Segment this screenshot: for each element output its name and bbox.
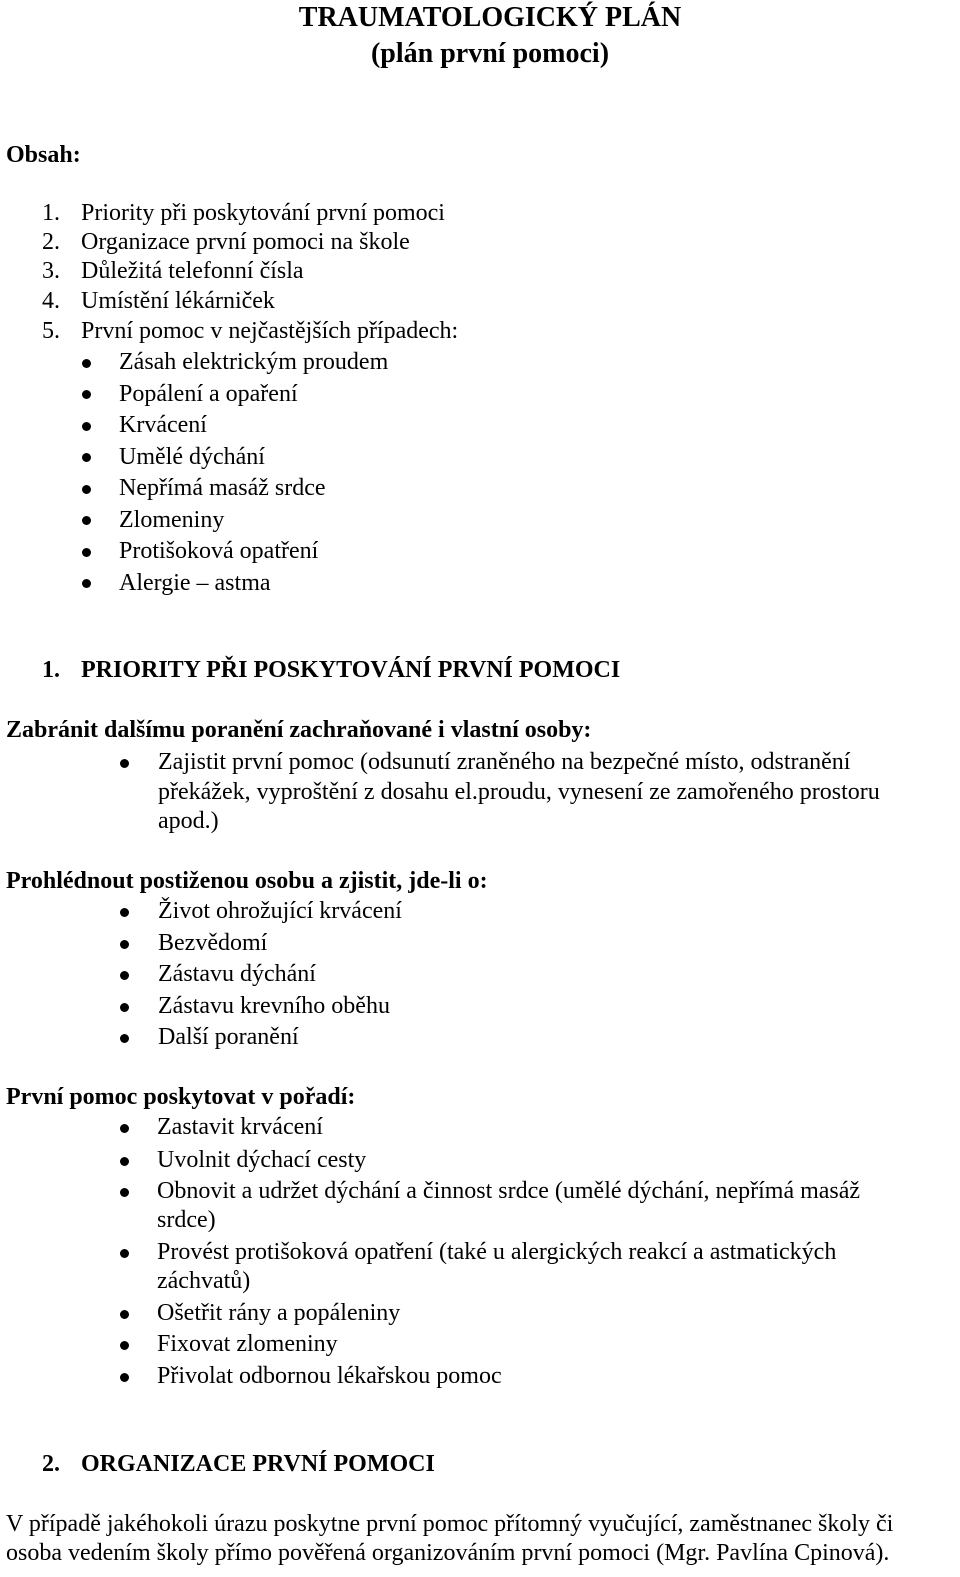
list-item: Přivolat odbornou lékařskou pomoc xyxy=(157,1363,502,1389)
list-item: Další poranění xyxy=(158,1024,299,1050)
list-item-line: Zajistit první pomoc (odsunutí zraněného na bezpečné místo, odstranění xyxy=(158,749,851,775)
list-item: Zástavu krevního oběhu xyxy=(158,993,390,1019)
toc-item-number: 5. xyxy=(42,318,60,344)
list-item: Zástavu dýchání xyxy=(158,961,316,987)
toc-item: Priority při poskytování první pomoci xyxy=(81,200,445,226)
list-item: Provést protišoková opatření (také u alergických reakcí a astmatických xyxy=(157,1239,837,1265)
toc-subitem: Alergie – astma xyxy=(119,570,271,596)
list-item: Zastavit krvácení xyxy=(157,1114,323,1140)
list-item: Obnovit a udržet dýchání a činnost srdce (umělé dýchání, nepřímá masáž xyxy=(157,1178,861,1204)
subsection-heading: První pomoc poskytovat v pořadí: xyxy=(6,1084,356,1110)
bullet-icon xyxy=(82,548,91,557)
bullet-icon xyxy=(82,422,91,431)
toc-item: První pomoc v nejčastějších případech: xyxy=(81,318,459,344)
toc-item: Organizace první pomoci na škole xyxy=(81,229,410,255)
bullet-icon xyxy=(120,759,129,768)
toc-item-number: 2. xyxy=(42,229,60,255)
toc-subitem: Zlomeniny xyxy=(119,507,225,533)
bullet-icon xyxy=(120,1373,129,1382)
bullet-icon xyxy=(120,1157,129,1166)
toc-heading: Obsah: xyxy=(6,142,81,168)
bullet-icon xyxy=(120,908,129,917)
list-item: Uvolnit dýchací cesty xyxy=(157,1147,367,1173)
subsection-heading: Zabránit dalšímu poranění zachraňované i vlastní osoby: xyxy=(6,717,592,743)
bullet-icon xyxy=(120,1003,129,1012)
bullet-icon xyxy=(120,1310,129,1319)
document-title: TRAUMATOLOGICKÝ PLÁN xyxy=(298,2,682,33)
list-item: Život ohrožující krvácení xyxy=(158,898,402,924)
list-item: Fixovat zlomeniny xyxy=(157,1331,338,1357)
toc-item-number: 3. xyxy=(42,258,60,284)
section-number: 2. xyxy=(42,1451,60,1477)
list-item-line: překážek, vyproštění z dosahu el.proudu, vynesení ze zamořeného prostoru xyxy=(158,779,880,805)
list-item: Bezvědomí xyxy=(158,930,268,956)
toc-subitem: Zásah elektrickým proudem xyxy=(119,349,389,375)
bullet-icon xyxy=(120,1188,129,1197)
bullet-icon xyxy=(120,1249,129,1258)
toc-item: Důležitá telefonní čísla xyxy=(81,258,304,284)
toc-subitem: Krvácení xyxy=(119,412,207,438)
bullet-icon xyxy=(120,971,129,980)
document-subtitle: (plán první pomoci) xyxy=(370,38,610,69)
bullet-icon xyxy=(120,1034,129,1043)
bullet-icon xyxy=(82,516,91,525)
list-item: Ošetřit rány a popáleniny xyxy=(157,1300,401,1326)
list-item-line: apod.) xyxy=(158,808,219,834)
toc-item-number: 1. xyxy=(42,200,60,226)
toc-subitem: Nepřímá masáž srdce xyxy=(119,475,326,501)
toc-subitem: Protišoková opatření xyxy=(119,538,319,564)
bullet-icon xyxy=(82,390,91,399)
bullet-icon xyxy=(120,940,129,949)
section-heading: PRIORITY PŘI POSKYTOVÁNÍ PRVNÍ POMOCI xyxy=(81,657,621,683)
toc-item: Umístění lékárniček xyxy=(81,288,275,314)
bullet-icon xyxy=(82,453,91,462)
section-number: 1. xyxy=(42,657,60,683)
bullet-icon xyxy=(82,485,91,494)
bullet-icon xyxy=(120,1341,129,1350)
bullet-icon xyxy=(82,359,91,368)
bullet-icon xyxy=(120,1124,129,1133)
list-item-continuation: srdce) xyxy=(157,1207,216,1233)
toc-subitem: Popálení a opaření xyxy=(119,381,298,407)
list-item-continuation: záchvatů) xyxy=(157,1268,251,1294)
subsection-heading: Prohlédnout postiženou osobu a zjistit, jde-li o: xyxy=(6,868,488,894)
toc-subitem: Umělé dýchání xyxy=(119,444,265,470)
toc-item-number: 4. xyxy=(42,288,60,314)
bullet-icon xyxy=(82,579,91,588)
paragraph-line: osoba vedením školy přímo pověřená organizováním první pomoci (Mgr. Pavlína Cpinová). xyxy=(6,1540,890,1566)
paragraph-line: V případě jakéhokoli úrazu poskytne první pomoc přítomný vyučující, zaměstnanec školy či xyxy=(6,1511,894,1537)
section-heading: ORGANIZACE PRVNÍ POMOCI xyxy=(81,1451,435,1477)
